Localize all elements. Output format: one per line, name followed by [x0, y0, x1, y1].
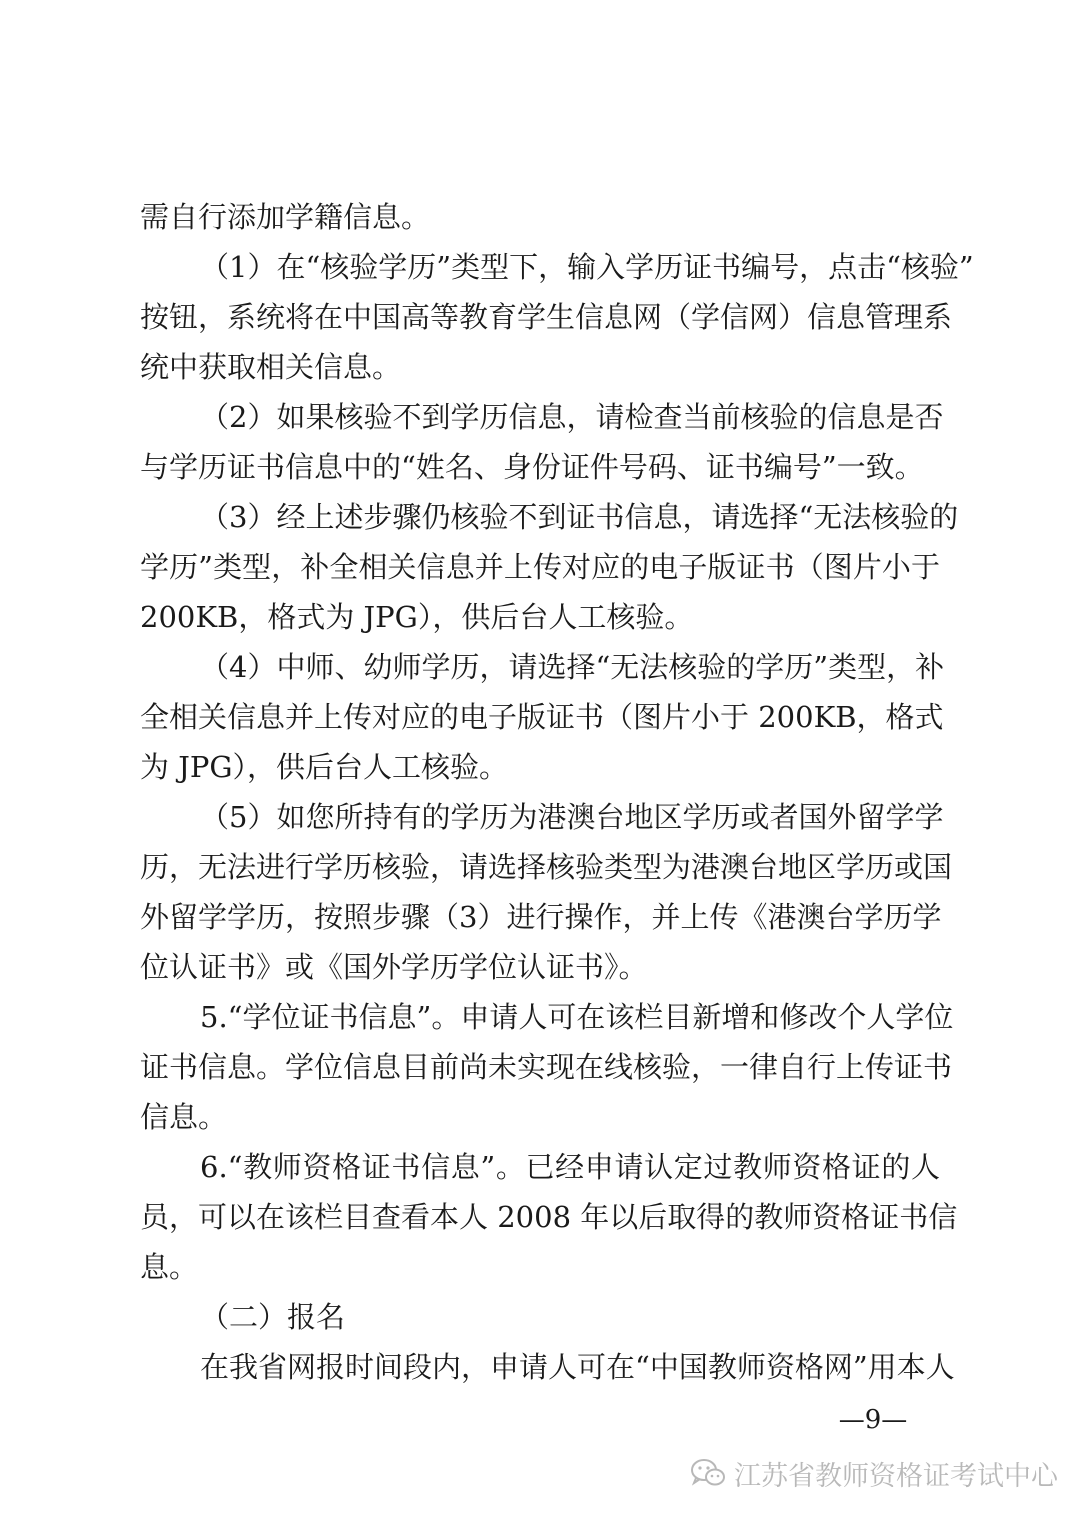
paragraph-line: 全相关信息并上传对应的电子版证书（图片小于 200KB，格式: [140, 700, 944, 734]
paragraph-line: 统中获取相关信息。: [140, 350, 402, 384]
paragraph-line: （4）中师、幼师学历，请选择“无法核验的学历”类型，补: [200, 650, 945, 684]
watermark-text: 江苏省教师资格证考试中心: [734, 1460, 1058, 1492]
paragraph-line: 信息。: [140, 1100, 228, 1134]
paragraph-line: 证书信息。学位信息目前尚未实现在线核验，一律自行上传证书: [140, 1050, 953, 1084]
paragraph-line: 为 JPG），供后台人工核验。: [140, 750, 509, 784]
page-number: —9—: [838, 1405, 908, 1435]
paragraph-line: 位认证书》或《国外学历学位认证书》。: [140, 950, 648, 984]
section-heading: （二）报名: [200, 1300, 346, 1334]
paragraph-line: 按钮，系统将在中国高等教育学生信息网（学信网）信息管理系: [140, 300, 953, 334]
paragraph-line: （1）在“核验学历”类型下，输入学历证书编号，点击“核验”: [200, 250, 974, 284]
paragraph-line: 5.“学位证书信息”。申请人可在该栏目新增和修改个人学位: [200, 1000, 954, 1034]
paragraph-line: （3）经上述步骤仍核验不到证书信息，请选择“无法核验的: [200, 500, 959, 534]
watermark: [690, 1453, 1058, 1493]
paragraph-line: 息。: [140, 1250, 199, 1284]
paragraph-line: 外留学学历，按照步骤（3）进行操作，并上传《港澳台学历学: [140, 900, 942, 934]
paragraph-line: 学历”类型，补全相关信息并上传对应的电子版证书（图片小于: [140, 550, 940, 584]
wechat-icon: [690, 1457, 726, 1489]
paragraph-line: （2）如果核验不到学历信息，请检查当前核验的信息是否: [200, 400, 944, 434]
paragraph-line: 6.“教师资格证书信息”。已经申请认定过教师资格证的人: [200, 1150, 940, 1184]
paragraph-line: 与学历证书信息中的“姓名、身份证件号码、证书编号”一致。: [140, 450, 924, 484]
paragraph-line: （5）如您所持有的学历为港澳台地区学历或者国外留学学: [200, 800, 944, 834]
paragraph-line: 需自行添加学籍信息。: [140, 200, 431, 234]
paragraph-line: 员，可以在该栏目查看本人 2008 年以后取得的教师资格证书信: [140, 1200, 958, 1234]
paragraph-line: 200KB，格式为 JPG），供后台人工核验。: [140, 600, 694, 634]
paragraph-line: 在我省网报时间段内，申请人可在“中国教师资格网”用本人: [200, 1350, 955, 1384]
paragraph-line: 历，无法进行学历核验，请选择核验类型为港澳台地区学历或国: [140, 850, 953, 884]
